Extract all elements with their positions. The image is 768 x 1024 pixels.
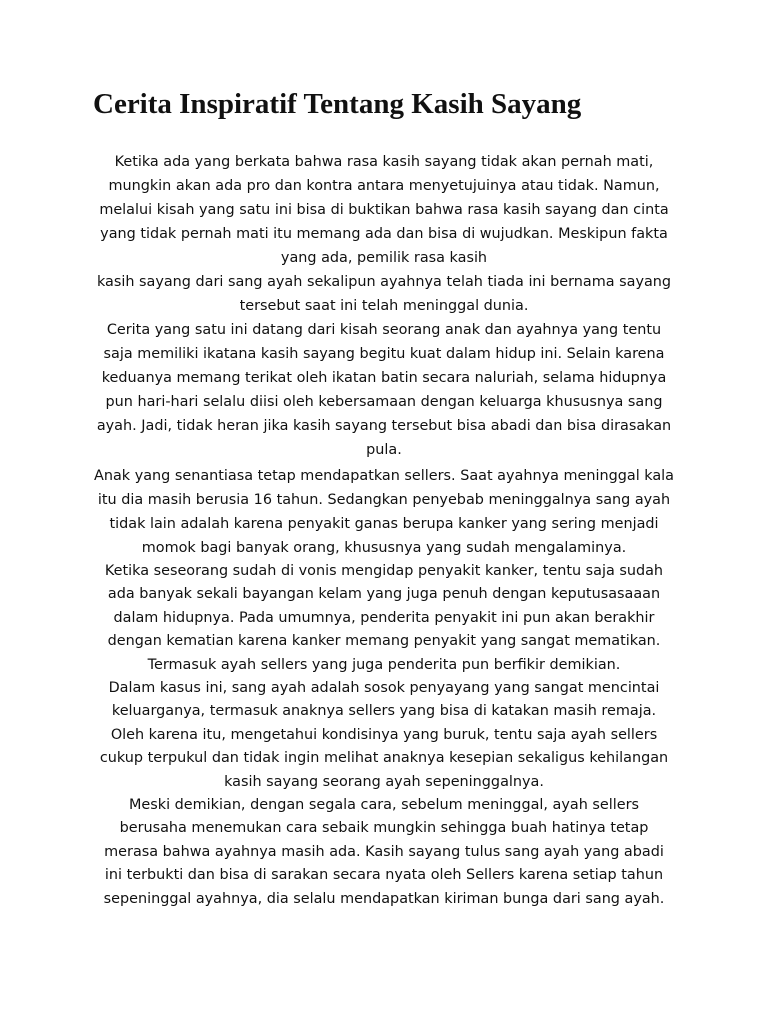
- text-line: melalui kisah yang satu ini bisa di buktikan bahwa rasa kasih sayang dan cinta: [99, 202, 669, 218]
- text-line: dengan kematian karena kanker memang penyakit yang sangat mematikan.: [107, 633, 661, 650]
- text-line: cukup terpukul dan tidak ingin melihat anaknya kesepian sekaligus kehilangan: [99, 750, 669, 767]
- text-line: Oleh karena itu, mengetahui kondisinya yang buruk, tentu saja ayah sellers: [110, 726, 658, 743]
- text-line: Meski demikian, dengan segala cara, sebelum meninggal, ayah sellers: [128, 797, 640, 814]
- text-line: pula.: [366, 442, 402, 458]
- text-line: berusaha menemukan cara sebaik mungkin sehingga buah hatinya tetap: [119, 820, 649, 837]
- paragraph: [88, 318, 680, 462]
- text-line: sepeninggal ayahnya, dia selalu mendapatkan kiriman bunga dari sang ayah.: [103, 890, 665, 907]
- text-line: ayah. Jadi, tidak heran jika kasih sayang tersebut bisa abadi dan bisa dirasakan: [96, 418, 672, 434]
- paragraph: [88, 150, 680, 318]
- paragraph: [88, 464, 680, 560]
- text-line: Anak yang senantiasa tetap mendapatkan sellers. Saat ayahnya meninggal kala: [94, 468, 674, 484]
- text-line: tidak lain adalah karena penyakit ganas berupa kanker yang sering menjadi: [109, 516, 659, 532]
- document-title: Cerita Inspiratif Tentang Kasih Sayang: [93, 88, 582, 120]
- text-line: yang ada, pemilik rasa kasih: [280, 250, 488, 266]
- text-line: pun hari-hari selalu diisi oleh kebersamaan dengan keluarga khususnya sang: [105, 394, 663, 410]
- text-line: kasih sayang seorang ayah sepeninggalnya.: [224, 773, 544, 790]
- text-line: itu dia masih berusia 16 tahun. Sedangkan penyebab meninggalnya sang ayah: [97, 492, 671, 508]
- text-line: mungkin akan ada pro dan kontra antara menyetujuinya atau tidak. Namun,: [108, 178, 660, 194]
- text-line: yang tidak pernah mati itu memang ada dan bisa di wujudkan. Meskipun fakta: [100, 226, 668, 242]
- text-line: ini terbukti dan bisa di sarakan secara nyata oleh Sellers karena setiap tahun: [104, 867, 664, 884]
- text-line: dalam hidupnya. Pada umumnya, penderita penyakit ini pun akan berakhir: [113, 609, 655, 626]
- text-line: ada banyak sekali bayangan kelam yang juga penuh dengan keputusasaaan: [107, 586, 661, 603]
- paragraph: [88, 560, 680, 911]
- text-line: momok bagi banyak orang, khususnya yang sudah mengalaminya.: [141, 540, 627, 556]
- text-line: Dalam kasus ini, sang ayah adalah sosok penyayang yang sangat mencintai: [108, 680, 660, 697]
- text-line: merasa bahwa ayahnya masih ada. Kasih sayang tulus sang ayah yang abadi: [104, 843, 664, 860]
- text-line: saja memiliki ikatana kasih sayang begitu kuat dalam hidup ini. Selain karena: [103, 346, 665, 362]
- text-line: tersebut saat ini telah meninggal dunia.: [239, 298, 529, 314]
- text-line: Termasuk ayah sellers yang juga penderita pun berfikir demikian.: [147, 656, 621, 673]
- text-line: kasih sayang dari sang ayah sekalipun ayahnya telah tiada ini bernama sayang: [96, 274, 672, 290]
- document-body: [88, 150, 680, 911]
- text-line: keduanya memang terikat oleh ikatan batin secara naluriah, selama hidupnya: [101, 370, 667, 386]
- text-line: Ketika ada yang berkata bahwa rasa kasih sayang tidak akan pernah mati,: [114, 154, 654, 170]
- text-line: Cerita yang satu ini datang dari kisah seorang anak dan ayahnya yang tentu: [106, 322, 662, 338]
- text-line: Ketika seseorang sudah di vonis mengidap penyakit kanker, tentu saja sudah: [104, 563, 664, 579]
- text-line: keluarganya, termasuk anaknya sellers yang bisa di katakan masih remaja.: [111, 703, 657, 720]
